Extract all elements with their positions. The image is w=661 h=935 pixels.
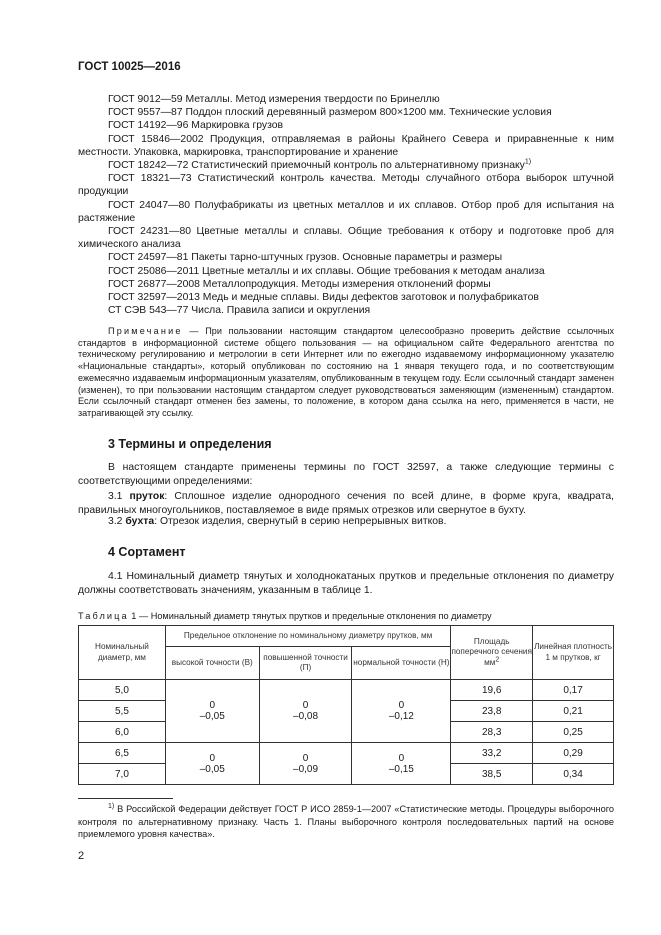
density-cell: 0,17 [533, 680, 614, 701]
term-coil-definition: 3.2 бухта: Отрезок изделия, свернутый в серию непрерывных витков. [108, 516, 447, 527]
area-cell: 28,3 [451, 722, 533, 743]
reference-item: ГОСТ 24597—81 Пакеты тарно-штучных грузов. Основные параметры и размеры [108, 252, 503, 264]
reference-item: ГОСТ 15846—2002 Продукция, отправляемая в районы Крайнего Севера и приравненные к ним местности. Упаковка, маркировка, транспортирование и хранение [78, 133, 614, 158]
diameter-cell: 5,5 [79, 701, 166, 722]
density-cell: 0,21 [533, 701, 614, 722]
page-number: 2 [78, 850, 85, 862]
section-3-title: 3 Термины и определения [108, 437, 272, 451]
col-header-area: Площадь поперечного сечения $мм^2$ [451, 626, 533, 680]
term-rod-definition: 3.1 пруток: Сплошное изделие однородного сечения по всей длине, в форме круга, квадрата, правильных многоугольников, поставляемое в виде прямых отрезков или свернутое в бухту. [78, 491, 614, 517]
reference-item: ГОСТ 25086—2011 Цветные металлы и их сплавы. Общие требования к методам анализа [108, 265, 545, 277]
reference-item: ГОСТ 14192—96 Маркировка грузов [108, 120, 284, 132]
diameter-cell: 5,0 [79, 680, 166, 701]
section-4-paragraph: 4.1 Номинальный диаметр тянутых и холоднокатаных прутков и предельные отклонения по диаметру должны соответствовать значениям, указанным в таблице 1. [78, 571, 614, 597]
col-header-elevated-accuracy: повышенной точности (П) [259, 647, 352, 680]
table-caption: Таблица 1 — Номинальный диаметр тянутых прутков и предельные отклонения по диаметру [78, 611, 492, 621]
diameter-cell: 6,5 [79, 743, 166, 764]
note-label: Примечание [108, 326, 183, 336]
area-cell: 23,8 [451, 701, 533, 722]
reference-item: ГОСТ 24231—80 Цветные металлы и сплавы. Общие требования к отбору и подготовке проб для химического анализа [78, 226, 614, 251]
area-cell: 38,5 [451, 764, 533, 785]
term-rod: пруток [129, 491, 165, 502]
col-header-normal-accuracy: нормальной точности (Н) [352, 647, 451, 680]
diameter-cell: 6,0 [79, 722, 166, 743]
reference-item: ГОСТ 18321—73 Статистический контроль качества. Методы случайного отбора выборок штучной продукции [78, 173, 614, 198]
normal-accuracy-cell: 0 –0,12 [352, 680, 451, 743]
area-cell: 33,2 [451, 743, 533, 764]
density-cell: 0,34 [533, 764, 614, 785]
high-accuracy-cell: 0 –0,05 [165, 680, 259, 743]
col-header-high-accuracy: высокой точности (В) [165, 647, 259, 680]
col-header-density: Линейная плотность 1 м прутков, кг [533, 626, 614, 680]
reference-item: ГОСТ 9012—59 Металлы. Метод измерения твердости по Бринеллю [108, 94, 440, 105]
term-coil: бухта [125, 516, 155, 527]
document-code-header: ГОСТ 10025—2016 [78, 61, 181, 73]
section-3-intro: В настоящем стандарте применены термины по ГОСТ 32597, а также следующие термины с соответствующими определениями: [78, 462, 614, 488]
normal-accuracy-cell: 0 –0,15 [352, 743, 451, 785]
elevated-accuracy-cell: 0 –0,08 [259, 680, 352, 743]
footnote-divider [78, 798, 173, 799]
section-4-title: 4 Сортамент [108, 545, 186, 559]
col-header-deviation-group: Предельное отклонение по номинальному диаметру прутков, мм [165, 626, 450, 647]
diameter-cell: 7,0 [79, 764, 166, 785]
table-row [79, 743, 614, 764]
density-cell: 0,29 [533, 743, 614, 764]
note-paragraph: Примечание — При пользовании настоящим стандартом целесообразно проверить действие ссылочных стандартов в информационной системе общего пользования — на официальном сайте Федерального агентства по техническому регулированию и метрологии в сети Интернет или по ежегодно издаваемому информационному указателю «Национальные стандарты», который опубликован по состоянию на 1 января текущего года, и по соответствующим ежемесячно издаваемым информационным указателям, опубликованным в текущем году. Если ссылочный стандарт заменен (изменен), то при пользовании настоящим стандартом следует руководствоваться заменяющим (измененным) стандартом. Если ссылочный стандарт отменен без замены, то положение, в котором дана ссылка на него, применяется в части, не затрагивающей эту ссылку. [78, 326, 614, 418]
reference-item: ГОСТ 26877—2008 Металлопродукция. Методы измерения отклонений формы [108, 278, 491, 290]
normative-references-list [78, 93, 614, 317]
reference-item: ГОСТ 9557—87 Поддон плоский деревянный размером 800×1200 мм. Технические условия [108, 107, 552, 119]
elevated-accuracy-cell: 0 –0,09 [259, 743, 352, 785]
reference-item: ГОСТ 18242—72 Статистический приемочный контроль по альтернативному признаку$^{1)}$ [108, 158, 532, 172]
area-cell: 19,6 [451, 680, 533, 701]
col-header-diameter: Номинальный диаметр, мм [79, 626, 166, 680]
reference-item: СТ СЭВ 543—77 Числа. Правила записи и округления [108, 305, 371, 317]
footnote-mark: 1) [108, 802, 115, 810]
footnote-mark: 1) [524, 158, 532, 166]
density-cell: 0,25 [533, 722, 614, 743]
note-text: При пользовании настоящим стандартом целесообразно проверить действие ссылочных стандартов в информационной системе общего пользования — на официальном сайте Федерального агентства по техническому регулированию и метрологии в сети Интернет или по ежегодно издаваемому информационному указателю «Национальные стандарты», который опубликован по состоянию на 1 января текущего года, и по соответствующим ежемесячно издаваемым информационным указателям, опубликованным в текущем году. Если ссылочный стандарт заменен (изменен), то при пользовании настоящим стандартом следует руководствоваться заменяющим (измененным) стандартом. Если ссылочный стандарт отменен без замены, то положение, в котором дана ссылка на него, применяется в части, не затрагивающей эту ссылку. [78, 326, 614, 418]
diameter-table [78, 625, 614, 785]
table-row [79, 680, 614, 701]
reference-item: ГОСТ 24047—80 Полуфабрикаты из цветных металлов и их сплавов. Отбор проб для испытания на растяжение [78, 199, 614, 224]
footnote: $^{1)}$ В Российской Федерации действует ГОСТ Р ИСО 2859-1—2007 «Статистические методы. Процедуры выборочного контроля по альтернативному признаку. Часть 1. Планы выборочного контроля последовательных партий на основе приемлемого уровня качества». [78, 802, 614, 839]
high-accuracy-cell: 0 –0,05 [165, 743, 259, 785]
reference-item: ГОСТ 32597—2013 Медь и медные сплавы. Виды дефектов заготовок и полуфабрикатов [108, 292, 539, 304]
